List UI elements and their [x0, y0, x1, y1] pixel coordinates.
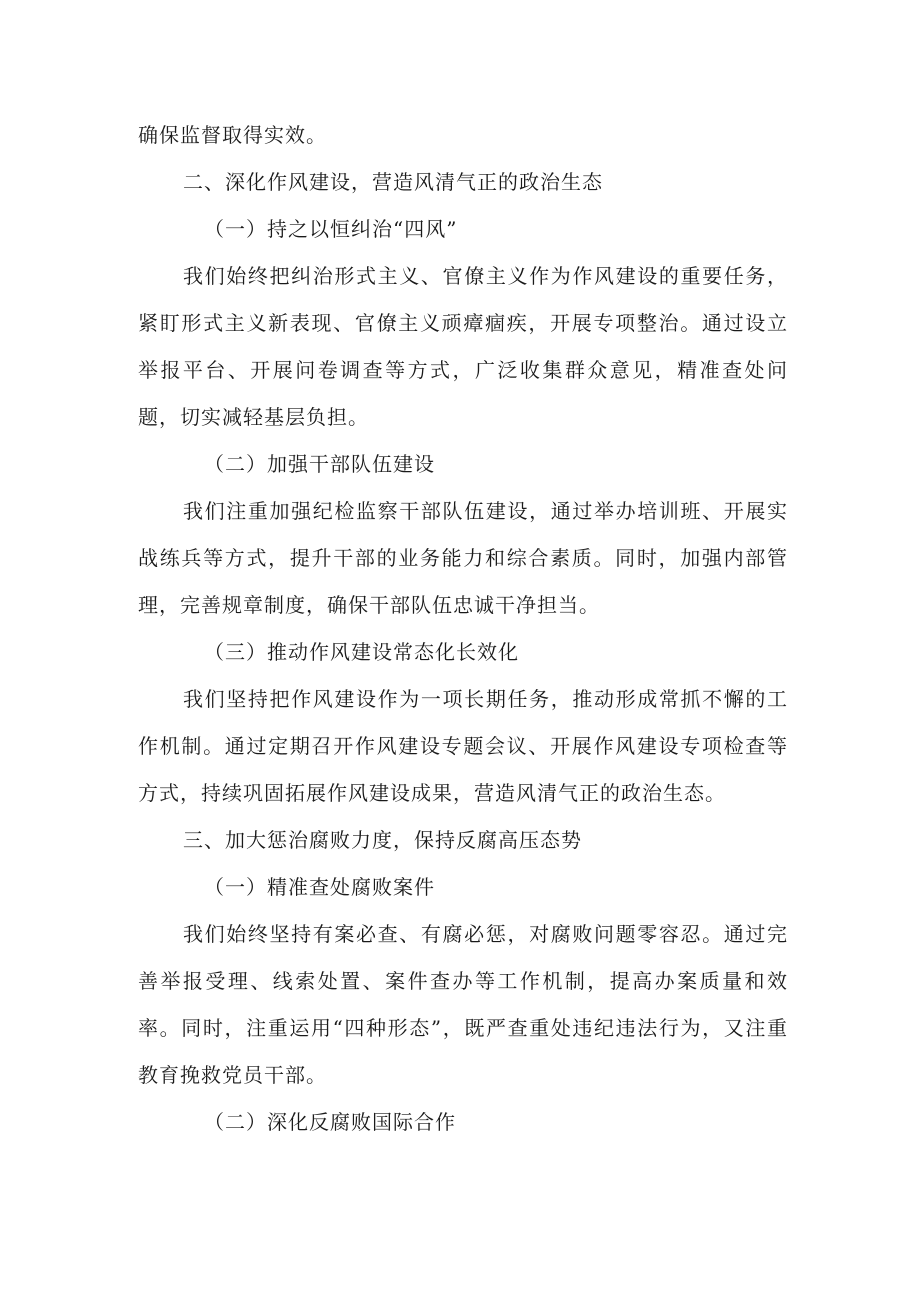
subsection-heading-2-1: （一）持之以恒纠治“四风”: [204, 217, 458, 241]
section-heading-2: 二、深化作风建设，营造风清气正的政治生态: [183, 170, 603, 194]
subsection-heading-2-2: （二）加强干部队伍建设: [204, 452, 435, 476]
section-heading-3: 三、加大惩治腐败力度，保持反腐高压态势: [183, 828, 582, 852]
subsection-heading-3-2: （二）深化反腐败国际合作: [204, 1110, 456, 1134]
subsection-heading-3-1: （一）精准查处腐败案件: [204, 875, 435, 899]
document-body: [138, 112, 788, 1146]
paragraph-2-3: 我们坚持把作风建设作为一项长期任务，推动形成常抓不懈的工作机制。通过定期召开作风建设专题会议、开展作风建设专项检查等方式，持续巩固拓展作风建设成果，营造风清气正的政治生态。: [138, 687, 788, 805]
subsection-heading-2-3: （三）推动作风建设常态化长效化: [204, 640, 519, 664]
paragraph-3-1: 我们始终坚持有案必查、有腐必惩，对腐败问题零容忍。通过完善举报受理、线索处置、案件查办等工作机制，提高办案质量和效率。同时，注重运用“四种形态”，既严查重处违纪违法行为，又注重教育挽救党员干部。: [138, 922, 788, 1087]
paragraph-2-1: 我们始终把纠治形式主义、官僚主义作为作风建设的重要任务，紧盯形式主义新表现、官僚主义顽瘴痼疾，开展专项整治。通过设立举报平台、开展问卷调查等方式，广泛收集群众意见，精准查处问题，切实减轻基层负担。: [138, 264, 788, 429]
paragraph-2-2: 我们注重加强纪检监察干部队伍建设，通过举办培训班、开展实战练兵等方式，提升干部的业务能力和综合素质。同时，加强内部管理，完善规章制度，确保干部队伍忠诚干净担当。: [138, 499, 788, 617]
continuation-text: 确保监督取得实效。: [138, 123, 327, 147]
